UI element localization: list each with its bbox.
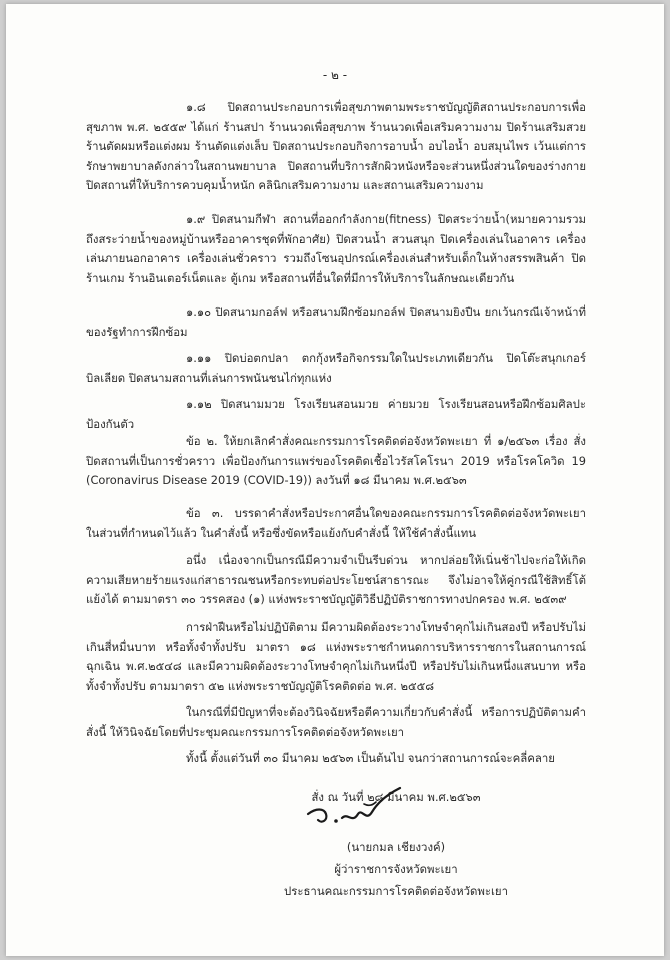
penalty-note: การฝ่าฝืนหรือไม่ปฏิบัติตาม มีความผิดต้องระวางโทษจำคุกไม่เกินสองปี หรือปรับไม่เกินสี่หมื่นบาท หรือทั้งจำทั้งปรับ มาตรา ๑๘ แห่งพระราชกำหนดการบริหารราชการในสถานการณ์ฉุกเฉิน พ.ศ.๒๕๔๘ และมีความผิดต้องระวางโทษจำคุกไม่เกินหนึ่งปี หรือปรับไม่เกินหนึ่งแสนบาท หรือทั้งจำทั้งปรับ ตามมาตรา ๕๒ แห่งพระราชบัญญัติโรคติดต่อ พ.ศ. ๒๕๕๘: [86, 620, 586, 693]
signer-position: ผู้ว่าราชการจังหวัดพะเยา: [334, 862, 458, 876]
effective-date: ทั้งนี้ ตั้งแต่วันที่ ๓๐ มีนาคม ๒๕๖๓ เป็นต้นไป จนกว่าสถานการณ์จะคลี่คลาย: [186, 751, 555, 765]
clause-2: ข้อ ๒. ให้ยกเลิกคำสั่งคณะกรรมการโรคติดต่อจังหวัดพะเยา ที่ ๑/๒๕๖๓ เรื่อง สั่งปิดสถานที่เป็นการชั่วคราว เพื่อป้องกันการแพร่ของโรคติดเชื้อไวรัสโคโรนา 2019 หรือโรคโควิด 19 (Coronavirus Disease 2019 (COVID-19)) ลงวันที่ ๑๘ มีนาคม พ.ศ.๒๕๖๓: [86, 434, 586, 487]
signer-name: (นายกมล เชียงวงค์): [346, 840, 446, 854]
paragraph-1-11: ๑.๑๑ ปิดบ่อตกปลา ตกกุ้งหรือกิจกรรมใดในประเภทเดียวกัน ปิดโต๊ะสนุกเกอร์ บิลเลียด ปิดสนามสถานที่เล่นการพนันชนไก่ทุกแห่ง: [86, 351, 586, 385]
document-page: [6, 4, 664, 956]
paragraph-1-12: ๑.๑๒ ปิดสนามมวย โรงเรียนสอนมวย ค่ายมวย โรงเรียนสอนหรือฝึกซ้อมศิลปะป้องกันตัว: [86, 397, 586, 431]
interpretation-note: ในกรณีที่มีปัญหาที่จะต้องวินิจฉัยหรือตีความเกี่ยวกับคำสั่งนี้ หรือการปฏิบัติตามคำสั่งนี้ ให้วินิจฉัยโดยที่ประชุมคณะกรรมการโรคติดต่อจังหวัดพะเยา: [86, 705, 586, 739]
urgency-note: อนึ่ง เนื่องจากเป็นกรณีมีความจำเป็นรีบด่วน หากปล่อยให้เนิ่นช้าไปจะก่อให้เกิดความเสียหายร้ายแรงแก่สาธารณชนหรือกระทบต่อประโยชน์สาธารณะ จึงไม่อาจให้คู่กรณีใช้สิทธิ์โต้แย้งได้ ตามมาตรา ๓๐ วรรคสอง (๑) แห่งพระราชบัญญัติวิธีปฏิบัติราชการทางปกครอง พ.ศ. ๒๕๓๙: [86, 553, 586, 606]
paragraph-1-10: ๑.๑๐ ปิดสนามกอล์ฟ หรือสนามฝึกซ้อมกอล์ฟ ปิดสนามยิงปืน ยกเว้นกรณีเจ้าหน้าที่ของรัฐทำการฝึกซ้อม: [86, 305, 586, 339]
paragraph-1-8: ๑.๘ ปิดสถานประกอบการเพื่อสุขภาพตามพระราชบัญญัติสถานประกอบการเพื่อสุขภาพ พ.ศ. ๒๕๕๙ ได้แก่ ร้านสปา ร้านนวดเพื่อสุขภาพ ร้านนวดเพื่อเสริมความงาม ปิดร้านเสริมสวย ร้านตัดผมหรือแต่งผม ร้านตัดแต่งเล็บ ปิดสถานประกอบกิจการอาบน้ำ อบไอน้ำ อบสมุนไพร เว้นแต่การรักษาพยาบาลดังกล่าวในสถานพยาบาล ปิดสถานที่บริการสักผิวหนังหรือจะส่วนหนึ่งส่วนใดของร่างกาย ปิดสถานที่ให้บริการควบคุมน้ำหนัก คลินิกเสริมความงาม และสถานเสริมความงาม: [86, 100, 586, 192]
ordered-date: สั่ง ณ วันที่ ๒๘ มีนาคม พ.ศ.๒๕๖๓: [311, 790, 481, 804]
clause-3: ข้อ ๓. บรรดาคำสั่งหรือประกาศอื่นใดของคณะกรรมการโรคติดต่อจังหวัดพะเยา ในส่วนที่กำหนดไว้แล้ว ในคำสั่งนี้ หรือซึ่งขัดหรือแย้งกับคำสั่งนี้ ให้ใช้คำสั่งนี้แทน: [86, 506, 586, 540]
signature-image: [302, 784, 412, 834]
paragraph-1-9: ๑.๙ ปิดสนามกีฬา สถานที่ออกกำลังกาย(fitness) ปิดสระว่ายน้ำ(หมายความรวมถึงสระว่ายน้ำของหมู่บ้านหรืออาคารชุดที่พักอาศัย) ปิดสวนน้ำ สวนสนุก ปิดเครื่องเล่นในอาคาร เครื่องเล่นภายนอกอาคาร เครื่องเล่นชั่วคราว รวมถึงโซนอุปกรณ์เครื่องเล่นสำหรับเด็กในห้างสรรพสินค้า ปิดร้านเกม ร้านอินเตอร์เน็ตและ ตู้เกม หรือสถานที่อื่นใดที่มีการให้บริการในลักษณะเดียวกัน: [86, 212, 586, 285]
signer-role: ประธานคณะกรรมการโรคติดต่อจังหวัดพะเยา: [284, 884, 508, 898]
page-number: - ๒ -: [322, 68, 348, 82]
